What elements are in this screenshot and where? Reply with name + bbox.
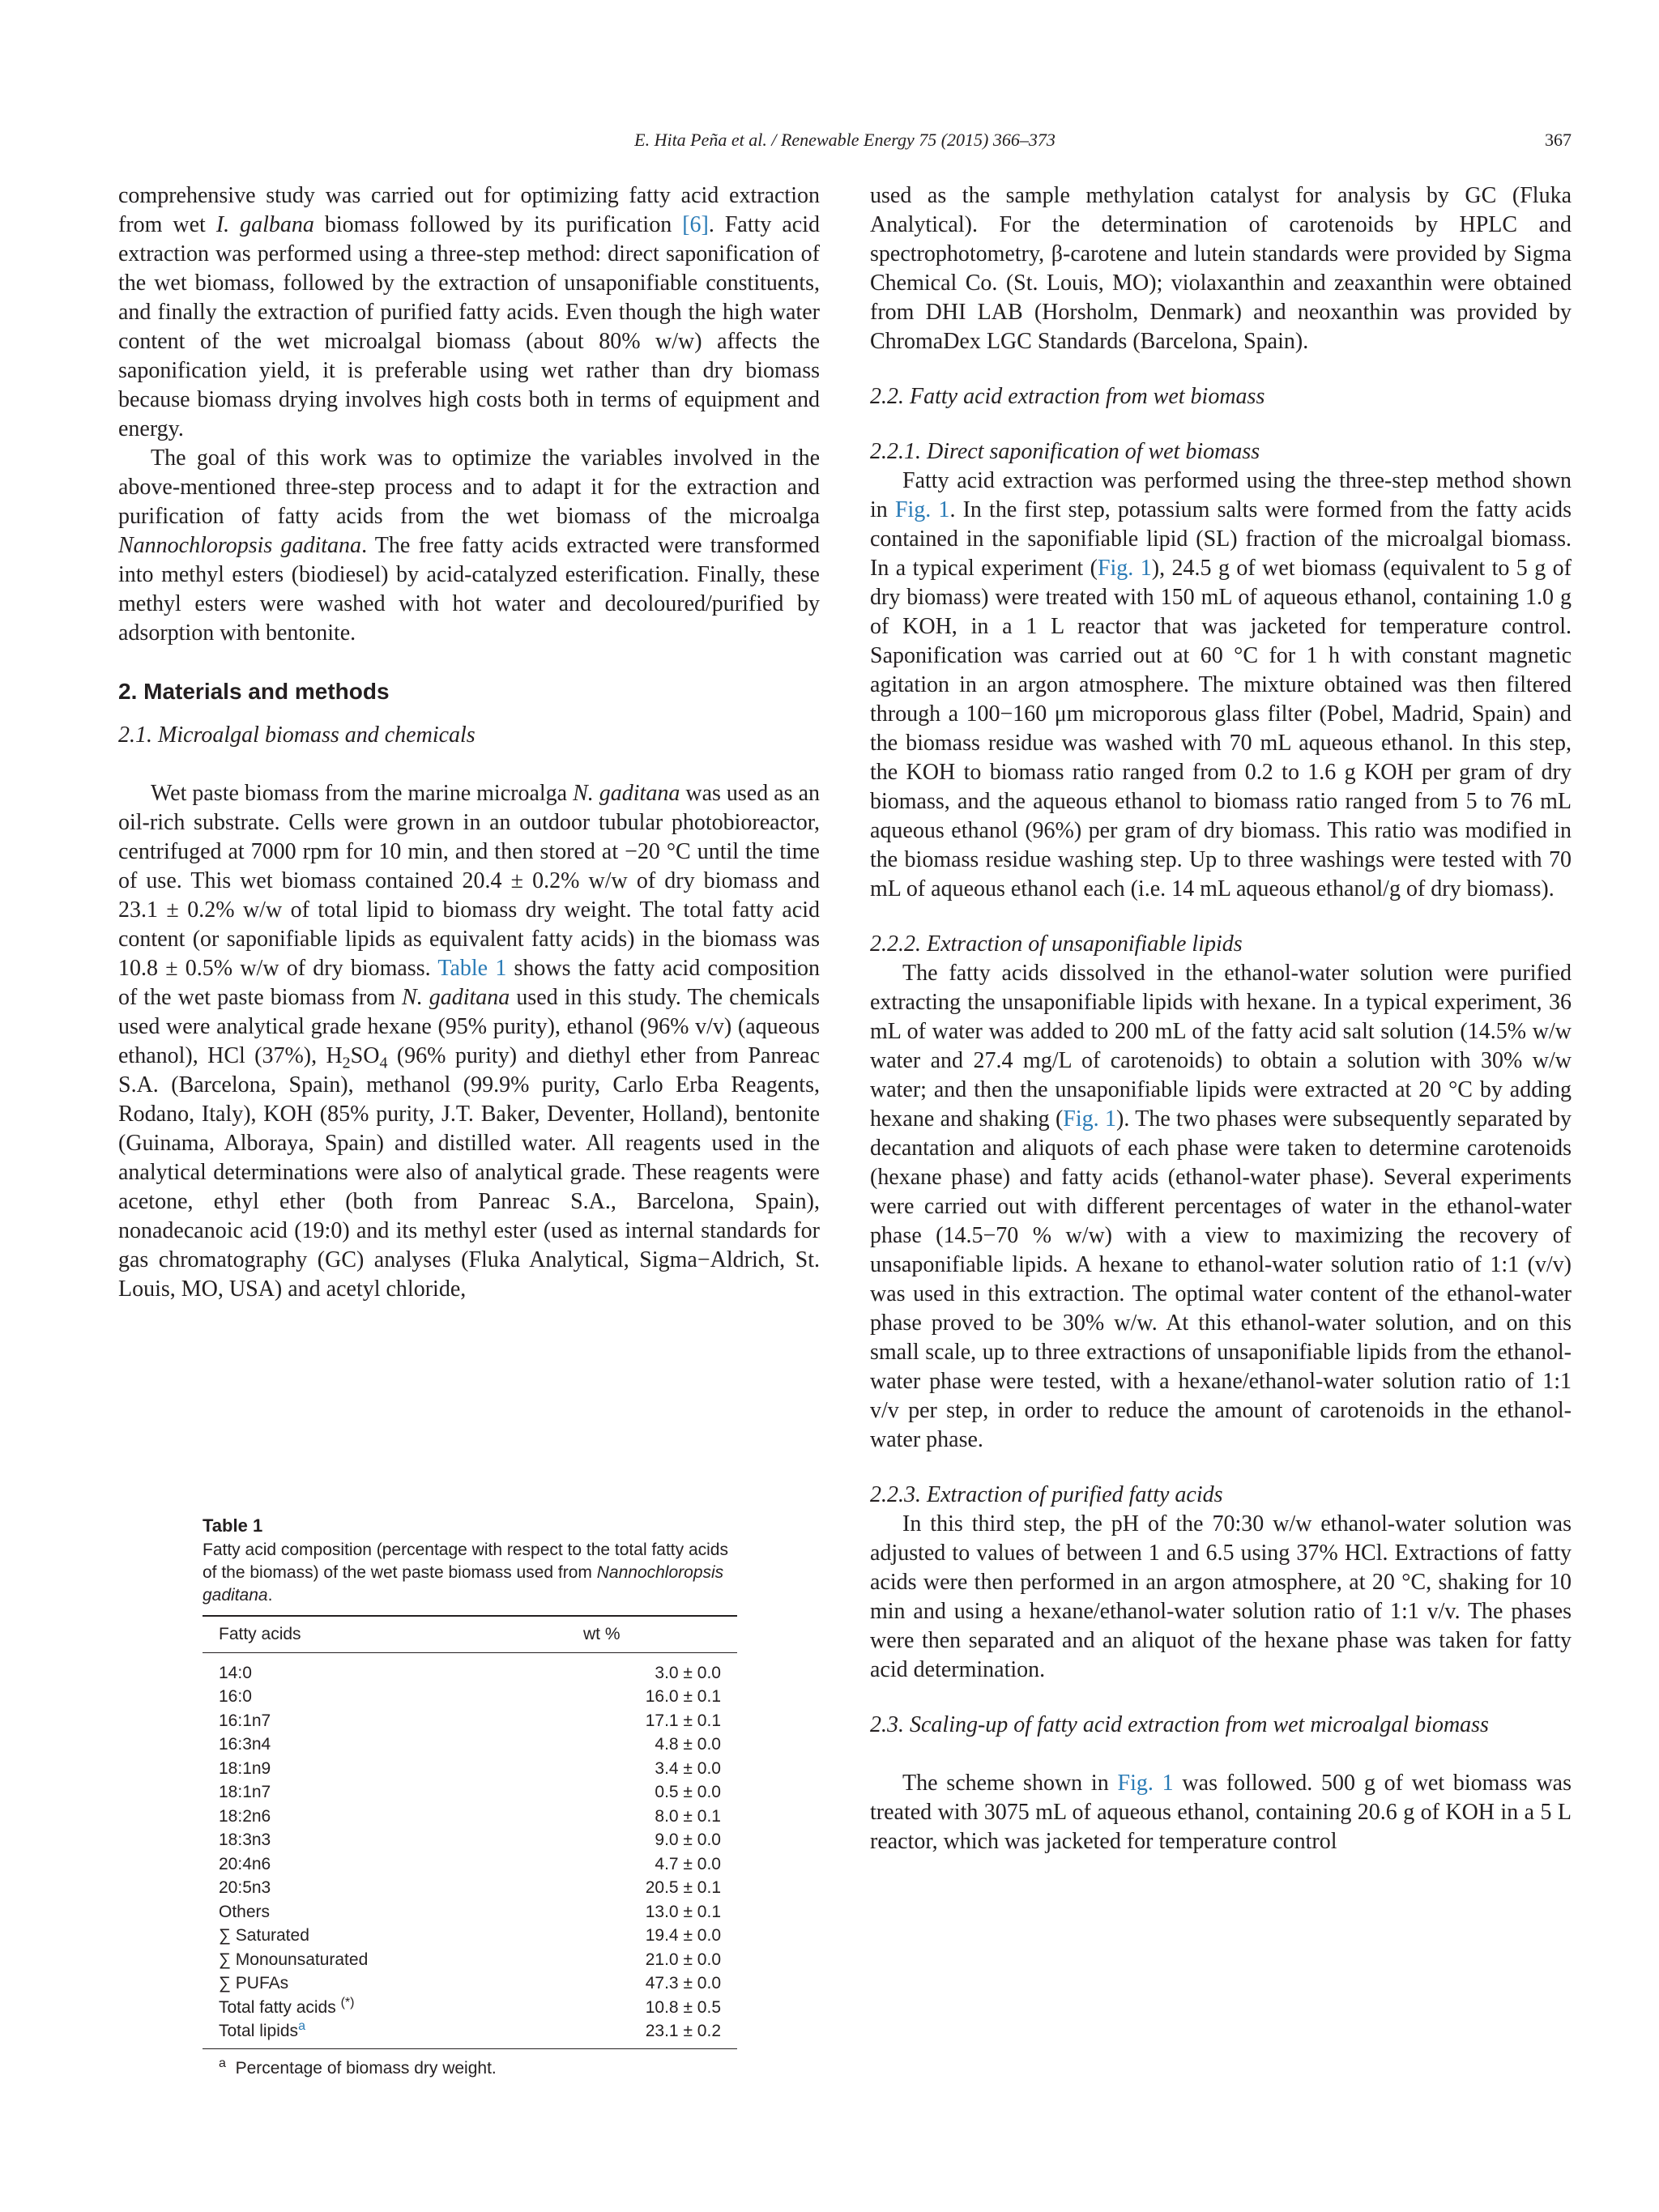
table-row — [203, 1653, 737, 1686]
table-row — [203, 1781, 737, 1805]
subsection-heading-2-1: 2.1. Microalgal biomass and chemicals — [118, 722, 476, 748]
paragraph-intro-continued: comprehensive study was carried out for optimizing fatty acid extraction from wet I. galbana biomass followed by its purification [6]. Fatty acid extraction was performed using a three-step method: direct saponification of the wet biomass, followed by the extraction of unsaponifiable constituents, and finally the extraction of purified fatty acids. Even though the high water content of the wet microalgal biomass (about 80% w/w) affects the saponification yield, it is preferable using wet rather than dry biomass because biomass drying involves high costs both in terms of equipment and energy. — [118, 183, 821, 441]
fatty-acid-value: 13.0 ± 0.1 — [645, 1902, 721, 1921]
fatty-acid-value: 3.4 ± 0.0 — [655, 1758, 721, 1778]
fatty-acid-name: 18:2n6 — [219, 1806, 271, 1826]
table-row — [203, 1757, 737, 1781]
fatty-acid-name: ∑ Saturated — [219, 1926, 309, 1946]
left-column — [118, 181, 820, 1304]
fatty-acid-value: 20.5 ± 0.1 — [645, 1878, 721, 1898]
col-header-fatty-acids: Fatty acids — [219, 1625, 301, 1643]
fig-1-link[interactable]: Fig. 1 — [1117, 1771, 1174, 1796]
subsection-heading-2-2: 2.2. Fatty acid extraction from wet biomass — [870, 384, 1265, 409]
fatty-acid-value: 21.0 ± 0.0 — [645, 1950, 721, 1969]
paragraph-goal: The goal of this work was to optimize the variables involved in the above-mentioned three-step process and to adapt it for the extraction and purification of fatty acids from the wet biomass of the microalga Nannochloropsis gaditana. The free fatty acids extracted were transformed into methyl esters (biodiesel) by acid-catalyzed esterification. Finally, these methyl esters were washed with hot water and decoloured/purified by adsorption with bentonite. — [118, 445, 820, 646]
fatty-acid-name: 16:1n7 — [219, 1711, 271, 1730]
fatty-acid-value: 4.7 ± 0.0 — [655, 1854, 721, 1873]
table-row — [203, 1709, 737, 1733]
table-row — [203, 1829, 737, 1853]
table-row — [203, 1686, 737, 1710]
fatty-acid-value: 19.4 ± 0.0 — [645, 1926, 721, 1946]
right-column — [870, 181, 1572, 1856]
table-row — [203, 1948, 737, 1972]
page-number: 367 — [1545, 130, 1572, 150]
subsection-heading-2-3: 2.3. Scaling-up of fatty acid extraction from wet microalgal biomass — [870, 1712, 1489, 1737]
fatty-acid-name: Total fatty acids (*) — [219, 1995, 355, 2017]
fatty-acid-value: 47.3 ± 0.0 — [645, 1974, 721, 1993]
fatty-acid-value: 4.8 ± 0.0 — [655, 1735, 721, 1754]
fatty-acid-name: ∑ PUFAs — [219, 1974, 289, 1993]
fatty-acid-name: 18:3n3 — [219, 1831, 271, 1850]
fatty-acid-value: 9.0 ± 0.0 — [655, 1831, 721, 1850]
table-row — [203, 2020, 737, 2049]
fig-1-link[interactable]: Fig. 1 — [894, 497, 950, 522]
table-row — [203, 1972, 737, 1997]
fatty-acid-name: ∑ Monounsaturated — [219, 1950, 369, 1969]
table-1 — [203, 1515, 737, 2080]
table-row — [203, 1900, 737, 1924]
running-title: E. Hita Peña et al. / Renewable Energy 75 (2015) 366–373 — [634, 130, 1056, 150]
paragraph-scaling-up: The scheme shown in Fig. 1 was followed. 500 g of wet biomass was treated with 3075 mL of aqueous ethanol, containing 20.6 g of KOH in a 5 L reactor, which was jacketed for temperature control — [870, 1771, 1572, 1854]
table-row — [203, 1733, 737, 1758]
table-1-link[interactable]: Table 1 — [437, 956, 507, 981]
paragraph-unsaponifiable-lipids: The fatty acids dissolved in the ethanol-water solution were purified extracting the unsaponifiable lipids with hexane. In a typical experiment, 36 mL of water was added to 200 mL of the fatty acid salt solution (14.5% w/w water and 27.4 mg/L of carotenoids) to obtain a solution with 30% w/w water; and then the unsaponifiable lipids were extracted at 20 °C by adding hexane and shaking (Fig. 1). The two phases were subsequently separated by decantation and aliquots of each phase were taken to determine carotenoids (hexane phase) and fatty acids (ethanol-water phase). Several experiments were carried out with different percentages of water in the ethanol-water phase (14.5−70 % w/w) with a view to maximizing the recovery of unsaponifiable lipids. A hexane to ethanol-water solution ratio of 1:1 (v/v) was used in this extraction. The optimal water content of the ethanol-water phase proved to be 30% w/w. At this ethanol-water solution, and on this small scale, up to three extractions of unsaponifiable lipids from the ethanol-water phase were tested, with a hexane/ethanol-water solution ratio of 1:1 v/v per step, in order to reduce the amount of carotenoids in the ethanol-water phase. — [870, 961, 1572, 1452]
fatty-acid-name: 16:3n4 — [219, 1735, 271, 1754]
fatty-acid-table — [203, 1615, 737, 2049]
fatty-acid-name: 14:0 — [219, 1663, 252, 1682]
table-row — [203, 1877, 737, 1901]
fig-1-link[interactable]: Fig. 1 — [1097, 556, 1152, 581]
fatty-acid-name: Total lipids$^a$ — [219, 2019, 305, 2041]
fatty-acid-name: 18:1n7 — [219, 1783, 271, 1802]
table-row — [203, 1996, 737, 2020]
section-heading-materials-methods: 2. Materials and methods — [118, 679, 390, 704]
fig-1-link[interactable]: Fig. 1 — [1063, 1106, 1117, 1132]
fatty-acid-value: 10.8 ± 0.5 — [645, 1997, 721, 2017]
fatty-acid-value: 17.1 ± 0.1 — [645, 1711, 721, 1730]
table-header-row — [203, 1616, 737, 1653]
fatty-acid-name: 20:4n6 — [219, 1854, 271, 1873]
fatty-acid-name: Others — [219, 1902, 271, 1921]
subsubsection-heading-2-2-2: 2.2.2. Extraction of unsaponifiable lipids — [870, 931, 1243, 957]
subsubsection-heading-2-2-3: 2.2.3. Extraction of purified fatty acids — [870, 1482, 1223, 1507]
fatty-acid-name: 20:5n3 — [219, 1878, 271, 1898]
table-footnote: $^a$ Percentage of biomass dry weight. — [219, 2056, 497, 2078]
table-row — [203, 1852, 737, 1877]
paragraph-direct-saponification: Fatty acid extraction was performed using the three-step method shown in Fig. 1. In the first step, potassium salts were formed from the fatty acids contained in the saponifiable lipid (SL) fraction of the microalgal biomass. In a typical experiment (Fig. 1), 24.5 g of wet biomass (equivalent to 5 g of dry biomass) were treated with 150 mL of aqueous ethanol, containing 1.0 g of KOH, in a 1 L reactor that was jacketed for temperature control. Saponification was carried out at 60 °C for 1 h with constant magnetic agitation in an argon atmosphere. The mixture obtained was then filtered through a 100−160 μm microporous glass filter (Pobel, Madrid, Spain) and the biomass residue was washed with 70 mL aqueous ethanol. In this step, the KOH to biomass ratio ranged from 0.2 to 1.6 g KOH per gram of dry biomass, and the aqueous ethanol to biomass ratio ranged from 5 to 76 mL aqueous ethanol (96%) per gram of dry biomass. This ratio was modified in the biomass residue washing step. Up to three washings were tested with 70 mL of aqueous ethanol each (i.e. 14 mL aqueous ethanol/g of dry biomass). — [870, 468, 1572, 901]
running-header — [118, 130, 1572, 162]
fatty-acid-value: 23.1 ± 0.2 — [645, 2022, 721, 2041]
reference-link-6[interactable]: [6] — [682, 212, 709, 237]
fatty-acid-name: 18:1n9 — [219, 1758, 271, 1778]
fatty-acid-name: 16:0 — [219, 1687, 252, 1707]
table-row — [203, 1805, 737, 1829]
col-header-wt-percent: wt % — [583, 1625, 621, 1643]
table-row — [203, 1924, 737, 1949]
fatty-acid-value: 16.0 ± 0.1 — [645, 1687, 721, 1707]
subsubsection-heading-2-2-1: 2.2.1. Direct saponification of wet biomass — [870, 439, 1260, 464]
table-title: Table 1 — [203, 1515, 263, 1536]
table-caption: Fatty acid composition (percentage with respect to the total fatty acids of the biomass) of the wet paste biomass used from Nannochloropsis gaditana. — [203, 1541, 728, 1605]
paragraph-methylation-catalyst: used as the sample methylation catalyst for analysis by GC (Fluka Analytical). For the determination of carotenoids by HPLC and spectrophotometry, β-carotene and lutein standards were provided by Sigma Chemical Co. (St. Louis, MO); violaxanthin and zeaxanthin were obtained from DHI LAB (Horsholm, Denmark) and neoxanthin was provided by ChromaDex LGC Standards (Barcelona, Spain). — [870, 183, 1572, 354]
paragraph-purified-fatty-acids: In this third step, the pH of the 70:30 w/w ethanol-water solution was adjusted to values of between 1 and 6.5 using 37% HCl. Extractions of fatty acids were then performed in an argon atmosphere, at 20 °C, shaking for 10 min and using a hexane/ethanol-water solution ratio of 1:1 v/v. The phases were then separated and an aliquot of the hexane phase was taken for fatty acid determination. — [870, 1511, 1572, 1682]
fatty-acid-value: 0.5 ± 0.0 — [655, 1783, 721, 1802]
fatty-acid-value: 3.0 ± 0.0 — [655, 1663, 721, 1682]
paragraph-biomass-chemicals: Wet paste biomass from the marine microalga N. gaditana was used as an oil-rich substrate. Cells were grown in an outdoor tubular photobioreactor, centrifuged at 7000 rpm for 10 min, and then stored at −20 °C until the time of use. This wet biomass contained 20.4 ± 0.2% w/w of dry biomass and 23.1 ± 0.2% w/w of total lipid to biomass dry weight. The total fatty acid content (or saponifiable lipids as equivalent fatty acids) in the biomass was 10.8 ± 0.5% w/w of dry biomass. Table 1 shows the fatty acid composition of the wet paste biomass from N. gaditana used in this study. The chemicals used were analytical grade hexane (95% purity), ethanol (96% v/v) (aqueous ethanol), HCl (37%), $H_2SO_4$ (96% purity) and diethyl ether from Panreac S.A. (Barcelona, Spain), methanol (99.9% purity, Carlo Erba Reagents, Rodano, Italy), KOH (85% purity, J.T. Baker, Deventer, Holland), bentonite (Guinama, Alboraya, Spain) and distilled water. All reagents used in the analytical determinations were also of analytical grade. These reagents were acetone, ethyl ether (both from Panreac S.A., Barcelona, Spain), nonadecanoic acid (19:0) and its methyl ester (used as internal standards for gas chromatography (GC) analyses (Fluka Analytical, Sigma−Aldrich, St. Louis, MO, USA) and acetyl chloride, — [118, 781, 821, 1302]
fatty-acid-value: 8.0 ± 0.1 — [655, 1806, 721, 1826]
